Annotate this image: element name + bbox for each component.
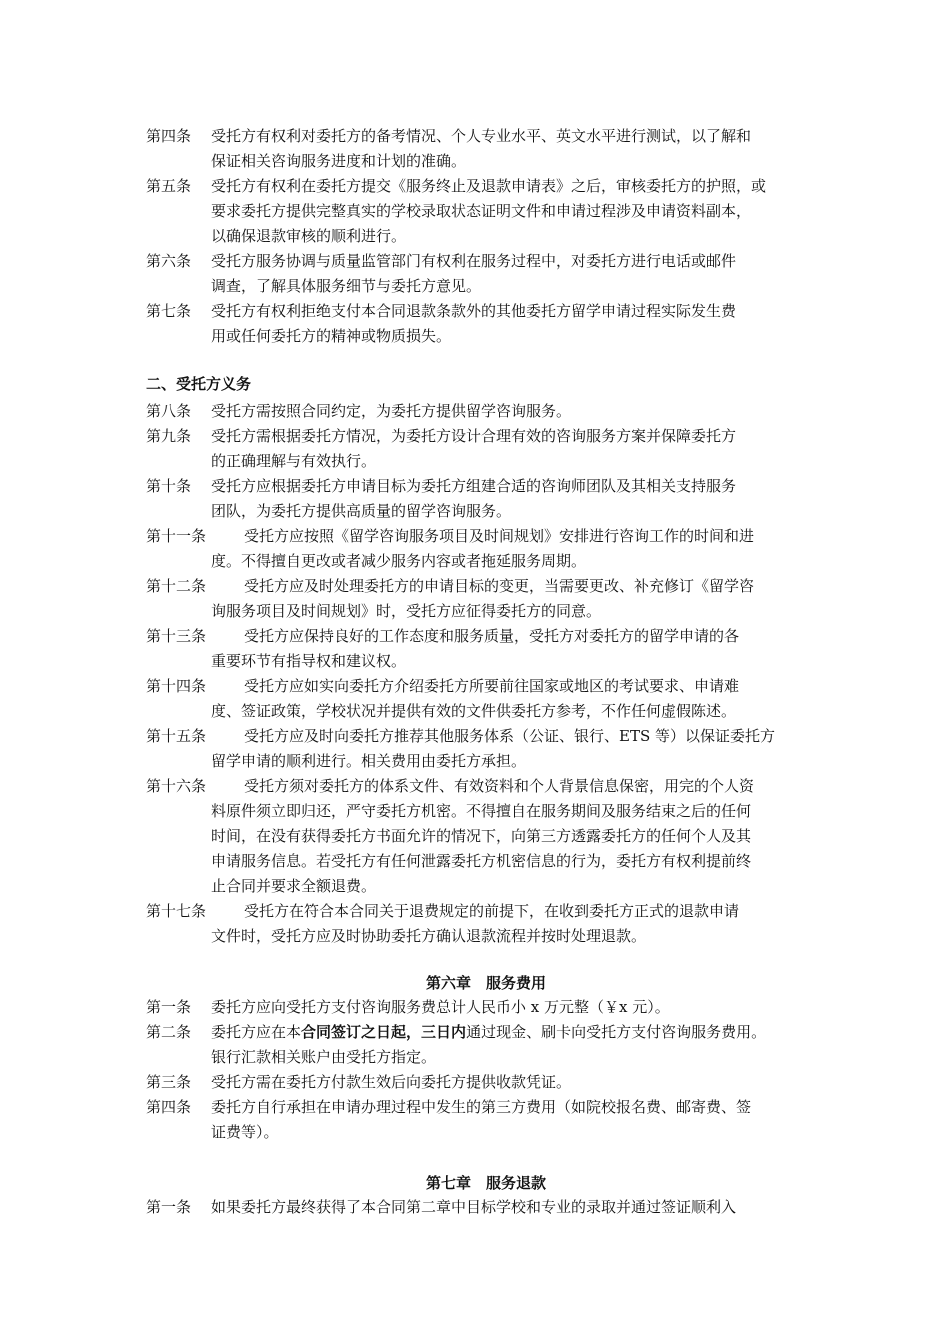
article-line: 受托方应按照《留学咨询服务项目及时间规划》安排进行咨询工作的时间和进 [244, 527, 755, 545]
article-line: 度、签证政策，学校状况并提供有效的文件供委托方参考，不作任何虚假陈述。 [211, 702, 737, 720]
article-line: 用或任何委托方的精神或物质损失。 [211, 327, 452, 345]
article-label: 第一条 [146, 998, 192, 1016]
article-label: 第一条 [146, 1198, 192, 1216]
article-line: 度。不得擅自更改或者减少服务内容或者拖延服务周期。 [211, 552, 587, 570]
article-line: 询服务项目及时间规划》时，受托方应征得委托方的同意。 [211, 602, 602, 620]
article-line: 受托方需根据委托方情况，为委托方设计合理有效的咨询服务方案并保障委托方 [211, 427, 737, 445]
article-line: 受托方应根据委托方申请目标为委托方组建合适的咨询师团队及其相关支持服务 [211, 477, 737, 495]
article-label: 第十七条 [146, 902, 207, 920]
article-line: 受托方应如实向委托方介绍委托方所要前往国家或地区的考试要求、申请难 [244, 677, 740, 695]
article-label: 第二条 [146, 1023, 192, 1041]
article-line: 受托方在符合本合同关于退费规定的前提下，在收到委托方正式的退款申请 [244, 902, 740, 920]
article-label: 第十条 [146, 477, 192, 495]
article-line: 止合同并要求全额退费。 [211, 877, 377, 895]
article-line: 受托方需按照合同约定，为委托方提供留学咨询服务。 [211, 402, 572, 420]
article-label: 第十三条 [146, 627, 207, 645]
chapter-title: 第七章 服务退款 [425, 1174, 546, 1192]
article-line: 委托方应向受托方支付咨询服务费总计人民币小 x 万元整（￥x 元）。 [211, 998, 670, 1016]
chapter-title: 第六章 服务费用 [425, 974, 546, 992]
article-line: 受托方服务协调与质量监管部门有权利在服务过程中，对委托方进行电话或邮件 [211, 252, 737, 270]
article-line: 申请服务信息。若受托方有任何泄露委托方机密信息的行为，委托方有权利提前终 [211, 852, 752, 870]
article-line: 料原件须立即归还，严守委托方机密。不得擅自在服务期间及服务结束之后的任何 [211, 802, 752, 820]
article-label: 第八条 [146, 402, 192, 420]
article-label: 第十二条 [146, 577, 207, 595]
bold-phrase: 合同签订之日起 [301, 1023, 407, 1041]
article-label: 第十六条 [146, 777, 207, 795]
article-label: 第六条 [146, 252, 192, 270]
article-line: 的正确理解与有效执行。 [211, 452, 377, 470]
article-line: 委托方自行承担在申请办理过程中发生的第三方费用（如院校报名费、邮寄费、签 [211, 1098, 752, 1116]
article-line: 文件时，受托方应及时协助委托方确认退款流程并按时处理退款。 [211, 927, 647, 945]
article-label: 第四条 [146, 1098, 192, 1116]
article-line: 受托方应保持良好的工作态度和服务质量，受托方对委托方的留学申请的各 [244, 627, 740, 645]
article-label: 第九条 [146, 427, 192, 445]
article-line [211, 1023, 766, 1041]
text-segment: ， [406, 1023, 422, 1041]
article-line: 证费等）。 [211, 1123, 279, 1141]
article-label: 第十四条 [146, 677, 207, 695]
article-line: 受托方应及时处理委托方的申请目标的变更，当需要更改、补充修订《留学咨 [244, 577, 755, 595]
article-label: 第三条 [146, 1073, 192, 1091]
article-line: 如果委托方最终获得了本合同第二章中目标学校和专业的录取并通过签证顺利入 [211, 1198, 737, 1216]
article-line: 银行汇款相关账户由受托方指定。 [211, 1048, 437, 1066]
article-line: 受托方需在委托方付款生效后向委托方提供收款凭证。 [211, 1073, 572, 1091]
article-label: 第十五条 [146, 727, 207, 745]
article-line: 受托方须对委托方的体系文件、有效资料和个人背景信息保密，用完的个人资 [244, 777, 755, 795]
text-segment: 通过现金、刷卡向受托方支付咨询服务费用。 [466, 1023, 767, 1041]
article-line: 重要环节有指导权和建议权。 [211, 652, 407, 670]
article-line: 时间，在没有获得委托方书面允许的情况下，向第三方透露委托方的任何个人及其 [211, 827, 752, 845]
article-line: 受托方有权利拒绝支付本合同退款条款外的其他委托方留学申请过程实际发生费 [211, 302, 737, 320]
article-label: 第五条 [146, 177, 192, 195]
bold-phrase: 三日内 [421, 1023, 467, 1041]
article-label: 第七条 [146, 302, 192, 320]
article-line: 保证相关咨询服务进度和计划的准确。 [211, 152, 467, 170]
article-line: 受托方有权利对委托方的备考情况、个人专业水平、英文水平进行测试，以了解和 [211, 127, 752, 145]
article-label: 第四条 [146, 127, 192, 145]
article-label: 第十一条 [146, 527, 207, 545]
article-line: 受托方应及时向委托方推荐其他服务体系（公证、银行、ETS 等）以保证委托方 [244, 727, 776, 745]
text-segment: 委托方应在本 [211, 1023, 302, 1041]
article-line: 以确保退款审核的顺利进行。 [211, 227, 407, 245]
article-line: 留学申请的顺利进行。相关费用由委托方承担。 [211, 752, 527, 770]
article-line: 调查，了解具体服务细节与委托方意见。 [211, 277, 482, 295]
section-heading: 二、受托方义务 [146, 375, 252, 393]
article-line: 受托方有权利在委托方提交《服务终止及退款申请表》之后，审核委托方的护照，或 [211, 177, 767, 195]
article-line: 要求委托方提供完整真实的学校录取状态证明文件和申请过程涉及申请资料副本， [211, 202, 752, 220]
article-line: 团队，为委托方提供高质量的留学咨询服务。 [211, 502, 512, 520]
